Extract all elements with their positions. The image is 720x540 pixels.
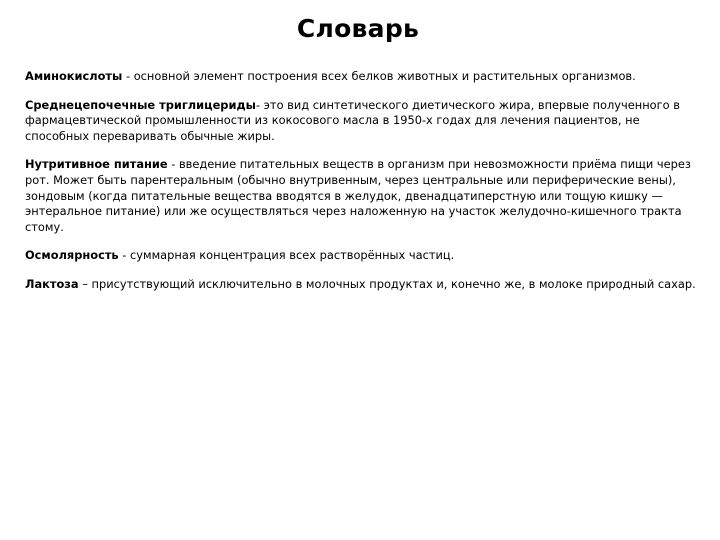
glossary-list (25, 69, 705, 306)
glossary-entry-mct (25, 98, 705, 145)
glossary-definition: - суммарная концентрация всех растворённых частиц. (118, 248, 455, 263)
glossary-term: Нутритивное питание (25, 157, 168, 172)
page-title-text: Словарь (296, 14, 420, 43)
glossary-entry-lactose (25, 277, 705, 293)
glossary-entry-osmolarity (25, 248, 705, 264)
glossary-term: Лактоза (25, 276, 79, 291)
glossary-term: Аминокислоты (25, 69, 123, 83)
glossary-definition: - основной элемент построения всех белков животных и растительных организмов. (122, 69, 636, 83)
glossary-definition: - введение питательных веществ в организм при невозможности приёма пищи через рот. Может быть парентеральным (обычно внутривенным, через центральные или периферические вены), зондовым (когда питательные вещества вводятся в желудок, двенадцатиперстную или тощую кишку — энтеральное питание) или же осуществляться через наложенную на участок желудочно-кишечного тракта стому. (25, 157, 691, 234)
glossary-entry-aminoacids (25, 69, 705, 85)
glossary-definition: - это вид синтетического диетического жира, впервые полученного в фармацевтической промышленности из кокосового масла в 1950-х годах для лечения пациентов, не способных переваривать обычные жиры. (25, 97, 680, 143)
glossary-term: Осмолярность (25, 248, 119, 263)
glossary-entry-nutrition (25, 157, 705, 235)
glossary-term: Среднецепочечные триглицериды (25, 97, 256, 112)
page-title (0, 14, 720, 43)
glossary-definition: – присутствующий исключительно в молочных продуктах и, конечно же, в молоке природный сахар. (78, 276, 696, 291)
